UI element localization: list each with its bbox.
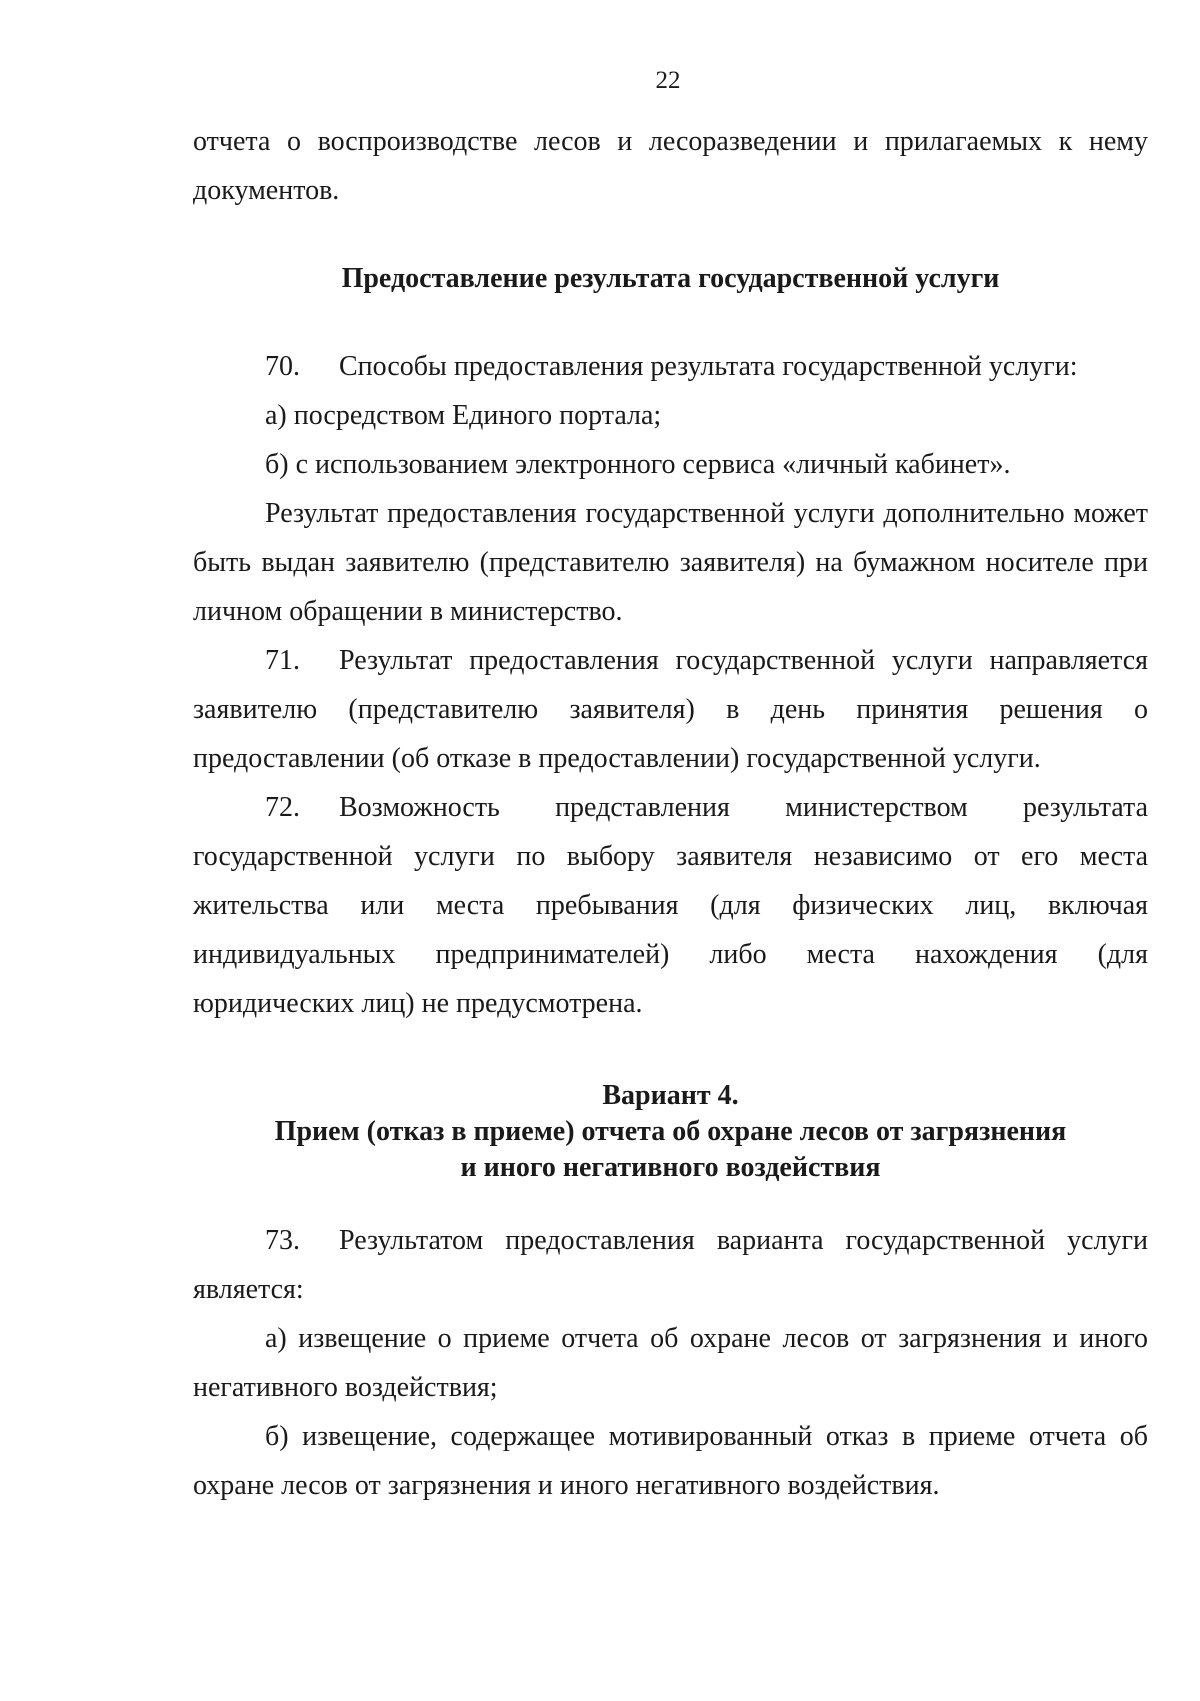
heading-line: и иного негативного воздействия	[460, 1152, 881, 1183]
spacer	[193, 297, 1148, 342]
paragraph-number: 70.	[265, 351, 300, 382]
paragraph-number: 73.	[265, 1225, 300, 1256]
paragraph-71	[193, 636, 1148, 783]
intro-paragraph: отчета о воспроизводстве лесов и лесоразведении и прилагаемых к нему документов.	[193, 126, 1148, 206]
paragraph-text: Возможность представления министерством результата государственной услуги по выбору заявителя независимо от его места жительства или места пребывания (для физических лиц, включая индивидуальных предпринимателей) либо места нахождения (для юридических лиц) не предусмотрена.	[193, 792, 1148, 1019]
paragraph-text: Результат предоставления государственной услуги направляется заявителю (представителю заявителя) в день принятия решения о предоставлении (об отказе в предоставлении) государственной услуги.	[193, 645, 1148, 774]
paragraph-70	[193, 342, 1148, 391]
spacer	[193, 1186, 1148, 1216]
paragraph-72	[193, 783, 1148, 1028]
heading-line: Прием (отказ в приеме) отчета об охране лесов от загрязнения	[274, 1116, 1067, 1147]
list-item-a: а) посредством Единого портала;	[265, 400, 662, 431]
section-heading-variant	[193, 1078, 1148, 1186]
paragraph-73	[193, 1216, 1148, 1314]
spacer	[193, 1028, 1148, 1078]
page-number: 22	[655, 67, 681, 94]
section-heading-result: Предоставление результата государственной услуги	[341, 263, 1000, 294]
heading-line: Вариант 4.	[602, 1080, 739, 1111]
document-body	[193, 117, 1148, 1510]
list-item-b: б) с использованием электронного сервиса «личный кабинет».	[265, 449, 1011, 480]
paragraph-text: Результатом предоставления варианта государственной услуги является:	[193, 1225, 1148, 1305]
paragraph-result-paper: Результат предоставления государственной услуги дополнительно может быть выдан заявителю (представителю заявителя) на бумажном носителе при личном обращении в министерство.	[193, 498, 1148, 627]
paragraph-number: 71.	[265, 645, 300, 676]
spacer	[193, 215, 1148, 261]
list-item-a: а) извещение о приеме отчета об охране лесов от загрязнения и иного негативного воздействия;	[193, 1323, 1148, 1403]
list-item-b: б) извещение, содержащее мотивированный отказ в приеме отчета об охране лесов от загрязнения и иного негативного воздействия.	[193, 1421, 1148, 1501]
paragraph-text: Способы предоставления результата государственной услуги:	[339, 351, 1078, 382]
paragraph-number: 72.	[265, 792, 300, 823]
